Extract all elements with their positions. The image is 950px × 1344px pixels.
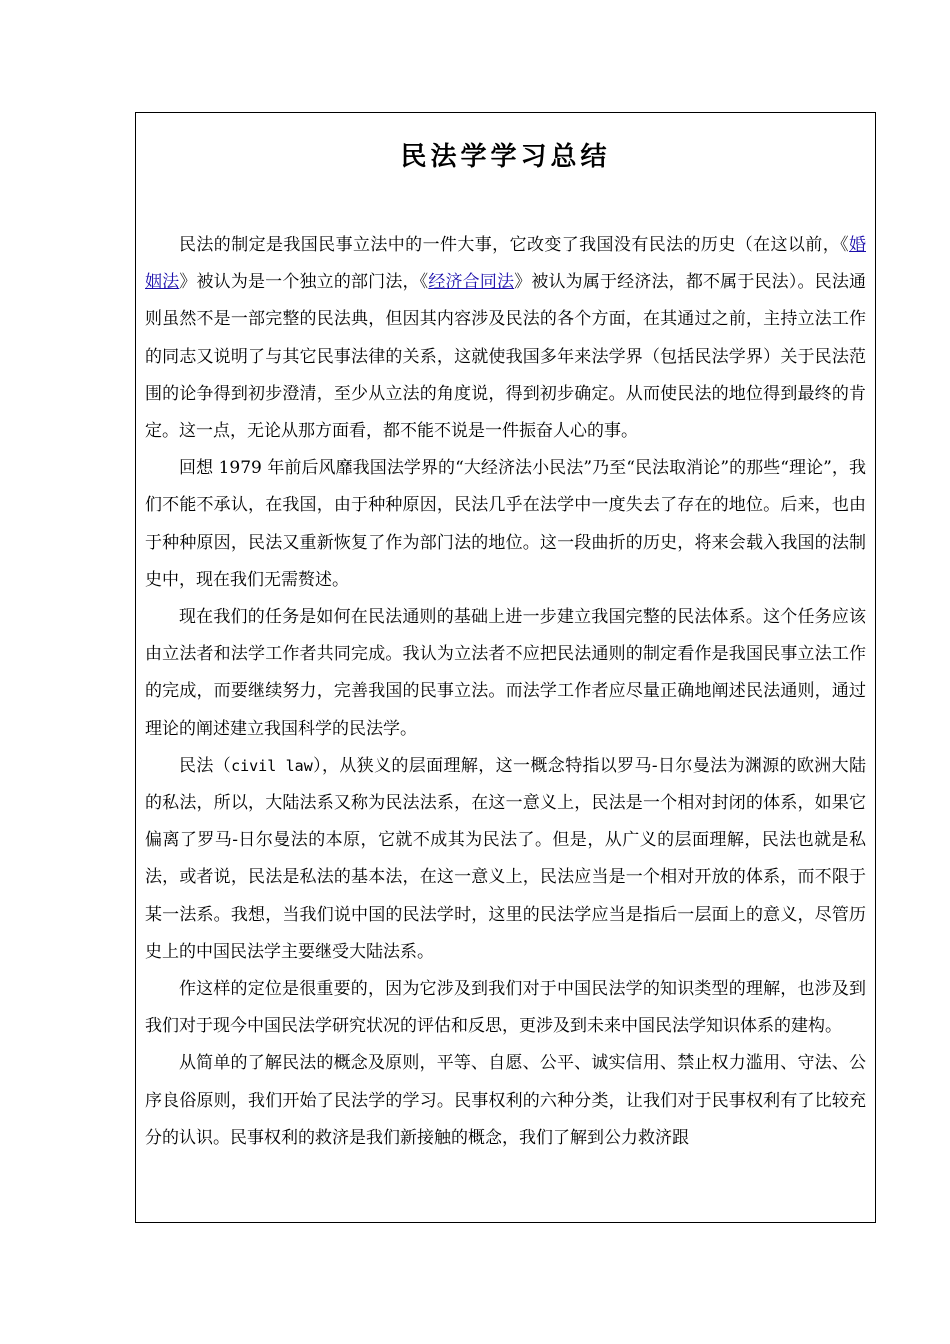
paragraph-text: 民法的制定是我国民事立法中的一件大事，它改变了我国没有民法的历史（在这以前，《 <box>179 235 849 255</box>
document-frame <box>135 112 876 1223</box>
body-paragraph <box>145 227 866 450</box>
paragraph-text: 》被认为是一个独立的部门法，《 <box>179 272 429 293</box>
paragraph-text: 》被认为属于经济法，都不属于民法）。民法通则虽然不是一部完整的民法典，但因其内容涉及民法的各个方面，在其通过之前，主持立法工作的同志又说明了与其它民事法律的关系，这就使我国多年来法学界（包括民法学界）关于民法范围的论争得到初步澄清，至少从立法的角度说，得到初步确定。从而使民法的地位得到最终的肯定。这一点，无论从那方面看，都不能不说是一件振奋人心的事。 <box>145 272 867 442</box>
law-link[interactable]: 婚姻法 <box>145 235 866 293</box>
paragraph-text: 现在我们的任务是如何在民法通则的基础上进一步建立我国完整的民法体系。这个任务应该由立法者和法学工作者共同完成。我认为立法者不应把民法通则的制定看作是我国民事立法工作的完成，而要继续努力，完善我国的民事立法。而法学工作者应尽量正确地阐述民法通则，通过理论的阐述建立我国科学的民法学。 <box>145 607 866 739</box>
body-paragraph <box>145 450 866 599</box>
inline-term: civil law <box>231 756 313 775</box>
paragraph-text: 民法（ <box>179 755 232 776</box>
body-paragraph <box>145 971 866 1045</box>
paragraph-text: 回想 1979 年前后风靡我国法学界的“大经济法小民法”乃至“民法取消论”的那些“理论”，我们不能不承认，在我国，由于种种原因，民法几乎在法学中一度失去了存在的地位。后来，也由于种种原因，民法又重新恢复了作为部门法的地位。这一段曲折的历史，将来会载入我国的法制史中，现在我们无需赘述。 <box>145 458 866 590</box>
document-title: 民法学学习总结 <box>400 142 611 172</box>
body-paragraph <box>145 599 866 748</box>
paragraph-text: ），从狭义的层面理解，这一概念特指以罗马-日尔曼法为渊源的欧洲大陆的私法，所以，大陆法系又称为民法法系，在这一意义上，民法是一个相对封闭的体系，如果它偏离了罗马-日尔曼法的本原，它就不成其为民法了。但是，从广义的层面理解，民法也就是私法，或者说，民法是私法的基本法，在这一意义上，民法应当是一个相对开放的体系，而不限于某一法系。我想，当我们说中国的民法学时，这里的民法学应当是指后一层面上的意义，尽管历史上的中国民法学主要继受大陆法系。 <box>145 755 867 962</box>
law-link[interactable]: 经济合同法 <box>428 272 515 293</box>
paragraph-text: 从简单的了解民法的概念及原则，平等、自愿、公平、诚实信用、禁止权力滥用、守法、公序良俗原则，我们开始了民法学的学习。民事权利的六种分类，让我们对于民事权利有了比较充分的认识。民事权利的救济是我们新接触的概念，我们了解到公力救济跟 <box>145 1053 866 1148</box>
document-body <box>145 227 866 1157</box>
body-paragraph <box>145 748 866 971</box>
paragraph-text: 作这样的定位是很重要的，因为它涉及到我们对于中国民法学的知识类型的理解，也涉及到我们对于现今中国民法学研究状况的评估和反思，更涉及到未来中国民法学知识体系的建构。 <box>145 979 866 1037</box>
body-paragraph <box>145 1045 866 1157</box>
